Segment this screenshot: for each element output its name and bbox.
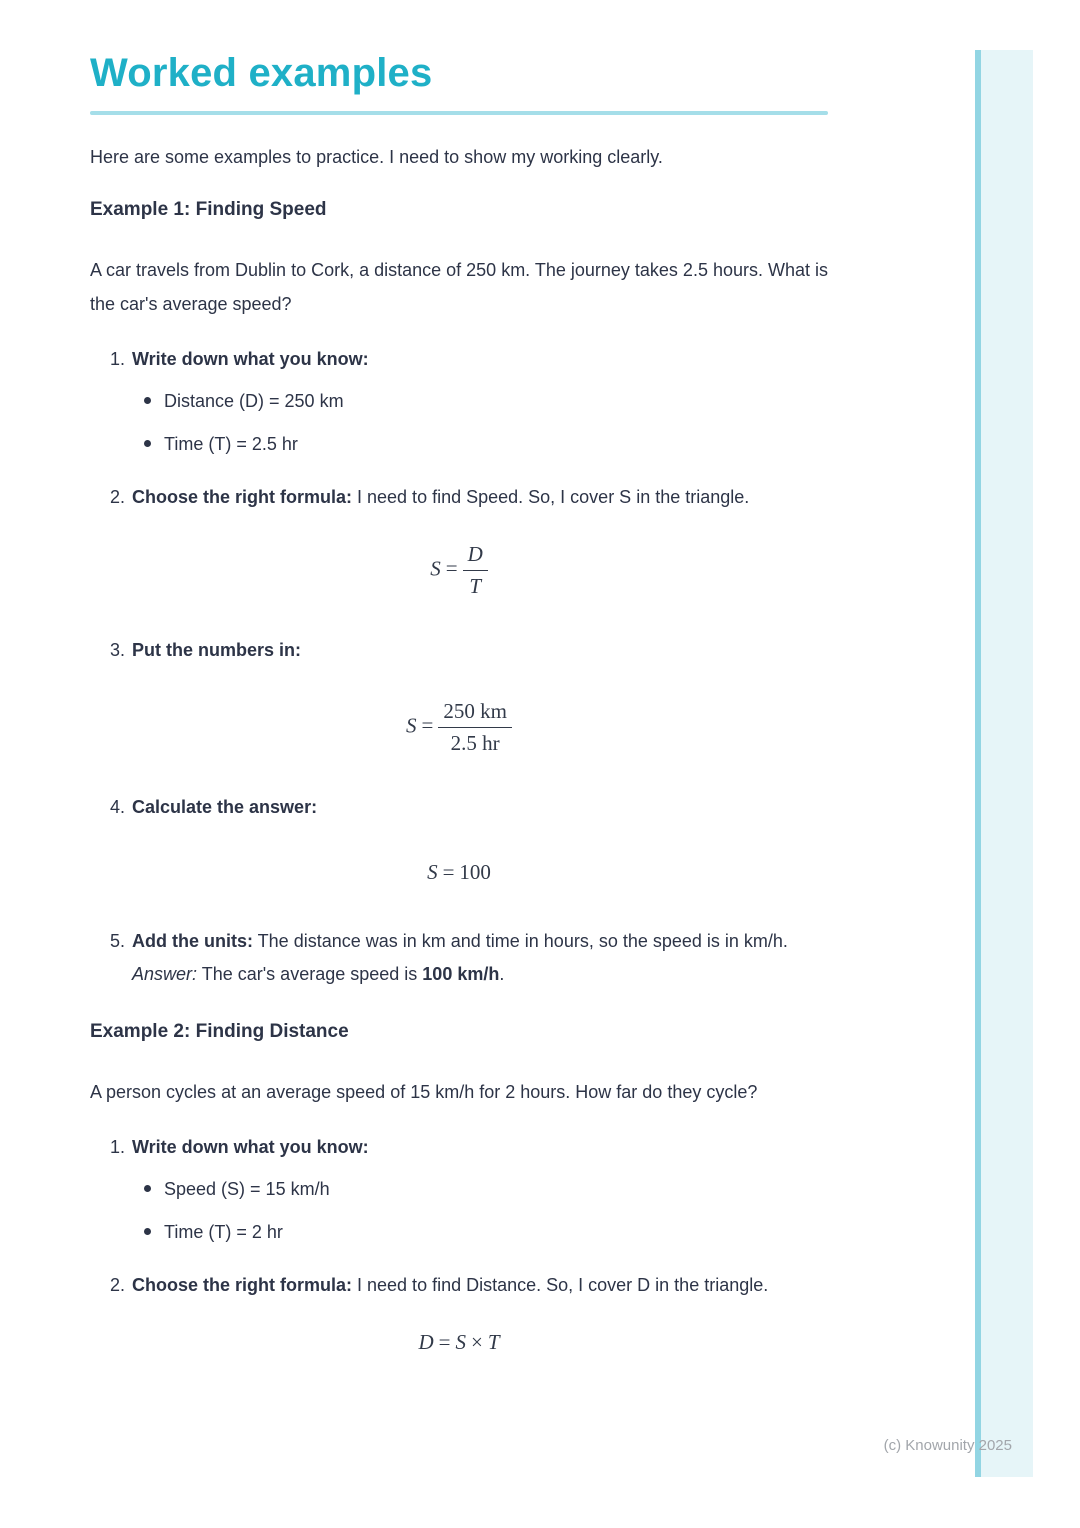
known-item [132, 1217, 828, 1247]
step-text: The distance was in km and time in hours, so the speed is in km/h. [257, 931, 788, 951]
known-item [132, 1174, 828, 1204]
equals-sign: = [438, 1330, 451, 1354]
step-label: Add the units: [132, 931, 253, 951]
answer-value: 100 km/h [422, 964, 500, 984]
known-item [132, 386, 828, 416]
title-underline [90, 111, 828, 115]
step-text: I need to find Speed. So, I cover S in the triangle. [357, 487, 750, 507]
known-item-text: Speed (S) = 15 km/h [164, 1179, 330, 1199]
step-label: Put the numbers in: [132, 640, 302, 660]
example1-steps [90, 344, 828, 991]
side-accent-fill [981, 50, 1033, 1477]
fraction [438, 699, 512, 756]
step-number: 2. [109, 1275, 125, 1295]
formula-rhs: 100 [459, 860, 491, 884]
formula-speed-numbers [90, 699, 828, 756]
bullet-icon [144, 1185, 151, 1192]
formula-lhs: S [427, 860, 438, 884]
step-number: 4. [109, 797, 125, 817]
step-label: Calculate the answer: [132, 797, 318, 817]
example2-steps [90, 1132, 828, 1355]
step-label: Choose the right formula: [132, 1275, 352, 1295]
step-number: 5. [109, 931, 125, 951]
step-write-down-2 [90, 1132, 828, 1247]
known-item-text: Distance (D) = 250 km [164, 391, 344, 411]
step-put-numbers [90, 635, 828, 665]
sentence-period: . [499, 964, 505, 984]
equals-sign: = [445, 556, 458, 581]
formula-speed-result [90, 860, 828, 885]
fraction [463, 542, 488, 599]
bullet-icon [144, 1228, 151, 1235]
formula-lhs: S [430, 556, 441, 581]
fraction-denominator: T [469, 574, 481, 598]
step-number: 3. [109, 640, 125, 660]
document-content [90, 52, 828, 1355]
step-choose-formula-1 [90, 481, 828, 514]
times-sign: × [470, 1330, 483, 1354]
step-text: The car's average speed is [201, 964, 418, 984]
formula-speed-symbolic [90, 542, 828, 599]
step-add-units [90, 925, 828, 991]
formula-distance-product [90, 1330, 828, 1355]
bullet-icon [144, 397, 151, 404]
known-item-text: Time (T) = 2 hr [164, 1222, 283, 1242]
step-label: Write down what you know: [132, 349, 369, 369]
step-number: 1. [109, 349, 125, 369]
step-calculate [90, 792, 828, 822]
equals-sign: = [421, 713, 434, 738]
formula-factor: S [455, 1330, 466, 1354]
example1-problem: A car travels from Dublin to Cork, a distance of 250 km. The journey takes 2.5 hours. What is the car's average speed? [90, 260, 828, 314]
fraction-numerator: D [463, 542, 488, 571]
step-number: 1. [109, 1137, 125, 1157]
step-label: Choose the right formula: [132, 487, 352, 507]
knowns-list-1 [132, 386, 828, 459]
side-accent-bar [975, 50, 1033, 1477]
step-choose-formula-2 [90, 1269, 828, 1302]
answer-label: Answer: [132, 964, 198, 984]
example1-heading: Example 1: Finding Speed [90, 199, 327, 220]
example2-heading: Example 2: Finding Distance [90, 1021, 349, 1042]
step-number: 2. [109, 487, 125, 507]
step-label: Write down what you know: [132, 1137, 369, 1157]
step-write-down-1 [90, 344, 828, 459]
known-item-text: Time (T) = 2.5 hr [164, 434, 298, 454]
bullet-icon [144, 440, 151, 447]
equals-sign: = [442, 860, 455, 884]
formula-factor: T [487, 1330, 500, 1354]
fraction-numerator: 250 km [438, 699, 512, 728]
step-text: I need to find Distance. So, I cover D in the triangle. [357, 1275, 769, 1295]
formula-lhs: D [418, 1330, 434, 1354]
fraction-denominator: 2.5 hr [450, 731, 500, 755]
intro-text: Here are some examples to practice. I need to show my working clearly. [90, 147, 663, 167]
knowns-list-2 [132, 1174, 828, 1247]
page-title: Worked examples [90, 51, 433, 95]
example2-problem: A person cycles at an average speed of 15 km/h for 2 hours. How far do they cycle? [90, 1082, 758, 1102]
copyright-note: (c) Knowunity 2025 [883, 1437, 1012, 1454]
formula-lhs: S [406, 713, 417, 738]
known-item [132, 429, 828, 459]
